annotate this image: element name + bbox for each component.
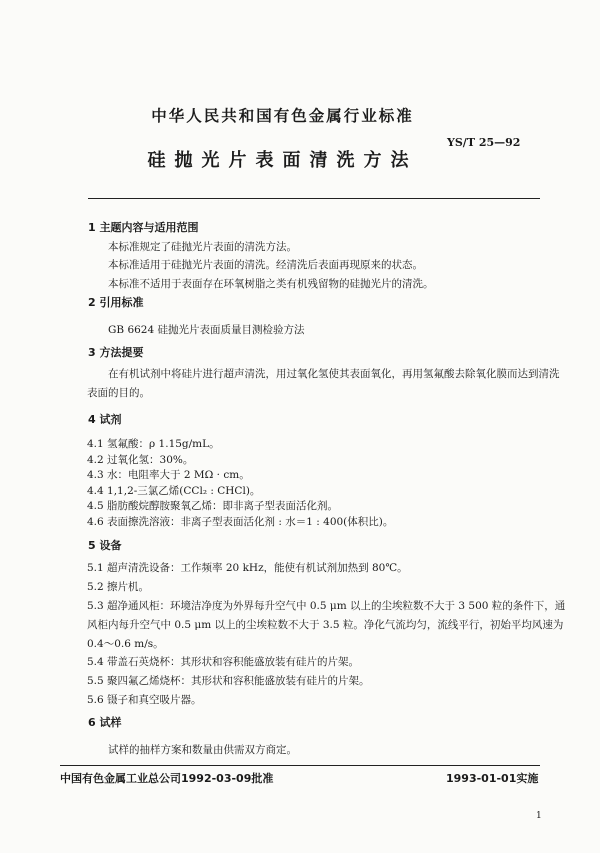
list-item: 5.1 超声清洗设备：工作频率 20 kHz，能使有机试剂加热到 80℃。 — [87, 562, 408, 574]
effective-date: 1993-01-01实施 — [446, 772, 539, 785]
list-item: 4.5 脂肪酸烷醇胺聚氧乙烯：即非离子型表面活化剂。 — [87, 500, 339, 512]
section-6-heading: 6 试样 — [88, 716, 122, 729]
paragraph-line: 本标准适用于硅抛光片表面的清洗。经清洗后表面再现原来的状态。 — [108, 259, 423, 271]
paragraph-line: 本标准不适用于表面存在环氧树脂之类有机残留物的硅抛光片的清洗。 — [108, 278, 434, 290]
list-item: 4.2 过氧化氢：30%。 — [87, 454, 194, 466]
approval-text: 中国有色金属工业总公司1992-03-09批准 — [60, 772, 274, 785]
list-item: 5.6 镊子和真空吸片器。 — [87, 694, 202, 706]
paragraph-line: GB 6624 硅抛光片表面质量目测检验方法 — [108, 324, 305, 336]
section-5-heading: 5 设备 — [88, 539, 122, 552]
list-item: 风柜内每升空气中 0.5 μm 以上的尘埃粒数不大于 3.5 粒。净化气流均匀，流线平行，初始平均风速为 — [87, 619, 564, 631]
section-1-heading: 1 主题内容与适用范围 — [88, 221, 199, 234]
header-rule — [88, 198, 540, 199]
list-item: 4.4 1,1,2-三氯乙烯(CCl₂ : CHCl)。 — [87, 485, 261, 497]
list-item: 4.3 水：电阻率大于 2 MΩ · cm。 — [87, 469, 250, 481]
paragraph-line: 表面的目的。 — [87, 387, 150, 399]
page-number: 1 — [536, 811, 542, 821]
list-item: 0.4～0.6 m/s。 — [87, 638, 164, 650]
section-2-heading: 2 引用标准 — [88, 296, 144, 309]
document-title: 硅抛光片表面清洗方法 — [147, 150, 418, 171]
footer-rule — [60, 765, 540, 766]
list-item: 5.2 擦片机。 — [87, 581, 150, 593]
section-4-heading: 4 试剂 — [88, 413, 122, 426]
list-item: 4.1 氢氟酸：ρ 1.15g/mL。 — [87, 438, 220, 450]
section-3-heading: 3 方法提要 — [88, 346, 144, 359]
list-item: 5.5 聚四氟乙烯烧杯：其形状和容积能盛放装有硅片的片架。 — [87, 675, 370, 687]
paragraph-line: 在有机试剂中将硅片进行超声清洗，用过氧化氢使其表面氧化，再用氢氟酸去除氧化膜而达到清洗 — [108, 368, 560, 380]
paragraph-line: 本标准规定了硅抛光片表面的清洗方法。 — [108, 241, 297, 253]
list-item: 4.6 表面擦洗溶液：非离子型表面活化剂 : 水＝1 : 400(体积比)。 — [87, 516, 394, 528]
org-title: 中华人民共和国有色金属行业标准 — [151, 107, 414, 125]
list-item: 5.4 带盖石英烧杯：其形状和容积能盛放装有硅片的片架。 — [87, 656, 360, 668]
standard-code: YS/T 25—92 — [447, 136, 521, 149]
paragraph-line: 试样的抽样方案和数量由供需双方商定。 — [108, 744, 297, 756]
list-item: 5.3 超净通风柜：环境洁净度为外界每升空气中 0.5 μm 以上的尘埃粒数不大于 3 500 粒的条件下，通 — [87, 600, 566, 612]
